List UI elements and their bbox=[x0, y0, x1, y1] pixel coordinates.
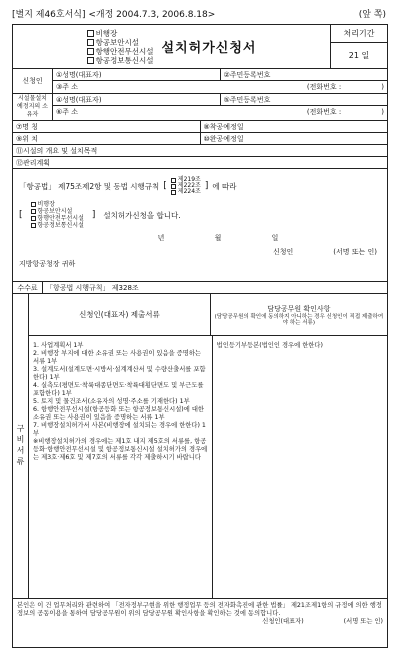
checkbox-icon[interactable] bbox=[87, 39, 94, 46]
official-check-item: 법인등기부등본(법인인 경우에 한한다) bbox=[216, 342, 323, 349]
checkbox-icon[interactable] bbox=[31, 202, 36, 207]
applicant-section: 신청인 ①성명(대표자) ②주민등록번호 ③주 소 (전화번호 : ) bbox=[13, 69, 387, 94]
list-item: 4. 실측도(평면도·착륙대종단면도·착륙대횡단면도 및 부근도를 포함한다) 1부 bbox=[33, 382, 204, 397]
facility-type-list-inline bbox=[31, 201, 84, 229]
owner-section: 시설물설치예정지의 소유자 ④성명(대표자) ⑤주민등록번호 ⑥주 소 (전화번호 : ) bbox=[13, 94, 387, 121]
consent-signature-field[interactable]: (서명 또는 인) bbox=[343, 618, 383, 625]
completion-date-field[interactable]: ⑩완공예정일 bbox=[203, 134, 244, 143]
article-option[interactable]: 제224조 bbox=[171, 189, 201, 195]
management-plan-field[interactable]: ⑫관리계획 bbox=[16, 158, 51, 167]
start-date-field[interactable]: ⑧착공예정일 bbox=[203, 122, 244, 131]
submit-docs-heading: 신청인(대표자) 제출서류 bbox=[29, 294, 211, 335]
owner-address-field[interactable]: ⑥주 소 (전화번호 : ) bbox=[56, 108, 384, 116]
facility-type-list bbox=[87, 29, 154, 65]
list-item: 6. 항행안전무선시설(항공등화 또는 항공정보통신시설)에 대한 소유권 또는 사용권이 있음을 증명하는 서류 1부 bbox=[33, 406, 204, 421]
checkbox-icon[interactable] bbox=[171, 178, 176, 183]
overview-field[interactable]: ⑪시설의 개요 및 설치목적 bbox=[16, 146, 98, 155]
checkbox-icon[interactable] bbox=[31, 223, 36, 228]
application-form bbox=[12, 24, 388, 648]
official-check-heading: 담당공무원 확인사항 (담당공무원의 확인에 동의하지 아니하는 경우 신청인이 직접 제출하여야 하는 서류) bbox=[214, 304, 384, 326]
facility-option[interactable]: 비행장 bbox=[31, 201, 84, 208]
title-block bbox=[13, 25, 387, 69]
owner-phone-field[interactable]: (전화번호 : bbox=[306, 108, 342, 116]
facility-name-field[interactable]: ⑦명 칭 bbox=[13, 121, 201, 132]
date-line bbox=[19, 233, 381, 243]
applicant-signature-line: 신청인 (서명 또는 인) bbox=[272, 248, 377, 256]
facility-option[interactable]: 비행장 bbox=[87, 29, 154, 38]
facility-option[interactable]: 항공보안시설 bbox=[87, 38, 154, 47]
applicant-name-field[interactable]: ①성명(대표자) bbox=[53, 69, 221, 80]
date-day[interactable]: 일 bbox=[271, 234, 303, 242]
checkbox-icon[interactable] bbox=[171, 184, 176, 189]
list-item: 3. 설계도서(설계도면·시방서·설계계산서 및 수량산출서를 포함한다) 1부 bbox=[33, 366, 206, 381]
checkbox-icon[interactable] bbox=[87, 30, 94, 37]
submit-docs-list bbox=[29, 336, 213, 598]
facility-option[interactable]: 항공보안시설 bbox=[31, 208, 84, 215]
form-number: [별지 제46호서식] <개정 2004.7.3, 2006.8.18> bbox=[12, 10, 216, 20]
checkbox-icon[interactable] bbox=[171, 190, 176, 195]
list-item: ※비행장설치허가의 경우에는 제1호 내지 제5호의 서류를, 항공등화·항행안전무선시설 및 항공정보통신시설 설치허가의 경우에는 제3호·제6호 및 제7호의 서류를 각각 제출하시기 바랍니다 bbox=[33, 438, 208, 461]
list-item: 5. 토지 및 물건조서(소유자의 성명·주소를 기재한다) 1부 bbox=[33, 398, 190, 405]
form-title: 설치허가신청서 bbox=[161, 41, 257, 56]
fee-row: 수수료 「항공법 시행규칙」 제328조 bbox=[13, 282, 387, 294]
facility-option[interactable]: 항공정보통신시설 bbox=[87, 56, 154, 65]
facility-option[interactable]: 항행안전무선시설 bbox=[87, 47, 154, 56]
list-item: 1. 사업계획서 1부 bbox=[33, 342, 84, 349]
page-side: (앞 쪽) bbox=[358, 10, 386, 20]
consent-block: 본인은 이 건 업무처리와 관련하여 「전자정부구현을 위한 행정업무 등의 전자화촉진에 관한 법률」 제21조제1항의 규정에 의한 행정정보의 공동이용을 통하여 담당공무원이 위의 담당공무원 확인사항을 확인하는 것에 동의합니다. 신청인(대표자) (서명 또는 인) bbox=[17, 602, 383, 625]
owner-name-field[interactable]: ④성명(대표자) bbox=[53, 94, 221, 105]
processing-period: 처리기간 21 일 bbox=[331, 25, 387, 68]
owner-rrn-field[interactable]: ⑤주민등록번호 bbox=[223, 95, 271, 104]
facility-option[interactable]: 항공정보통신시설 bbox=[31, 222, 84, 229]
article-option[interactable]: 제222조 bbox=[171, 183, 201, 189]
article-option[interactable]: 제219조 bbox=[171, 177, 201, 183]
checkbox-icon[interactable] bbox=[31, 216, 36, 221]
checkbox-icon[interactable] bbox=[87, 48, 94, 55]
signature-field[interactable]: (서명 또는 인) bbox=[333, 248, 377, 256]
checkbox-icon[interactable] bbox=[87, 57, 94, 64]
list-item: 2. 비행장 부지에 대한 소유권 또는 사용권이 있음을 증명하는 서류 1부 bbox=[33, 350, 202, 365]
date-month[interactable]: 월 bbox=[214, 234, 246, 242]
recipient: 지방항공청장 귀하 bbox=[19, 260, 76, 268]
article-options bbox=[171, 177, 201, 195]
list-item: 7. 비행장설치허가서 사본(비행장에 설치되는 경우에 한한다) 1부 bbox=[33, 422, 206, 437]
applicant-rrn-field[interactable]: ②주민등록번호 bbox=[223, 70, 271, 79]
applicant-address-field[interactable]: ③주 소 (전화번호 : ) bbox=[56, 83, 384, 91]
location-field[interactable]: ⑨위 치 bbox=[13, 133, 201, 144]
request-statement: 「항공법」 제75조제2항 및 동법 시행규칙 [ 제219조 제222조 제224조 ] 에 따라 [ 비행장 항공보안시설 항행안전무선시설 항공정보통신시설 ] 설치허가신청을 합니다. 년 월 일 신청인 (서명 또는 인) 지방항공청장 귀하 bbox=[13, 169, 387, 281]
facility-option[interactable]: 항행안전무선시설 bbox=[31, 215, 84, 222]
required-documents-section: 구비서류 신청인(대표자) 제출서류 담당공무원 확인사항 (담당공무원의 확인에 동의하지 아니하는 경우 신청인이 직접 제출하여야 하는 서류) 1. 사업계획서 1부 2. 비행장 부지에 대한 소유권 또는 사용권이 있음을 증명하는 서류 1부 3. 설계도서(설계도면·시방서·설계계산서 및 수량산출서를 포함한다) 1부 4. 실측도(평면도·착륙대종단면도·착륙대횡단면도 및 부근도를 포함한다) 1부 5. 토지 및 물건조서(소유자의 성명·주소를 기재한다) 1부 6. 항행안전무선시설(항공등화 또는 항공정보통신시설)에 대한 소유권 또는 사용권이 있음을 증명하는 서류 1부 7. 비행장설치허가서 사본(비행장에 설치되는 경우에 한한다) 1부 ※비행장설치허가의 경우에는 제1호 내지 제5호의 서류를, 항공등화·항행안전무선시설 및 항공정보통신시설 설치허가의 경우에는 제3호·제6호 및 제7호의 서류를 각각 제출하시기 바랍니다 법인등기부등본(법인인 경우에 한한다) bbox=[13, 294, 387, 599]
date-year[interactable]: 년 bbox=[157, 234, 189, 242]
applicant-phone-field[interactable]: (전화번호 : bbox=[306, 83, 342, 91]
checkbox-icon[interactable] bbox=[31, 209, 36, 214]
